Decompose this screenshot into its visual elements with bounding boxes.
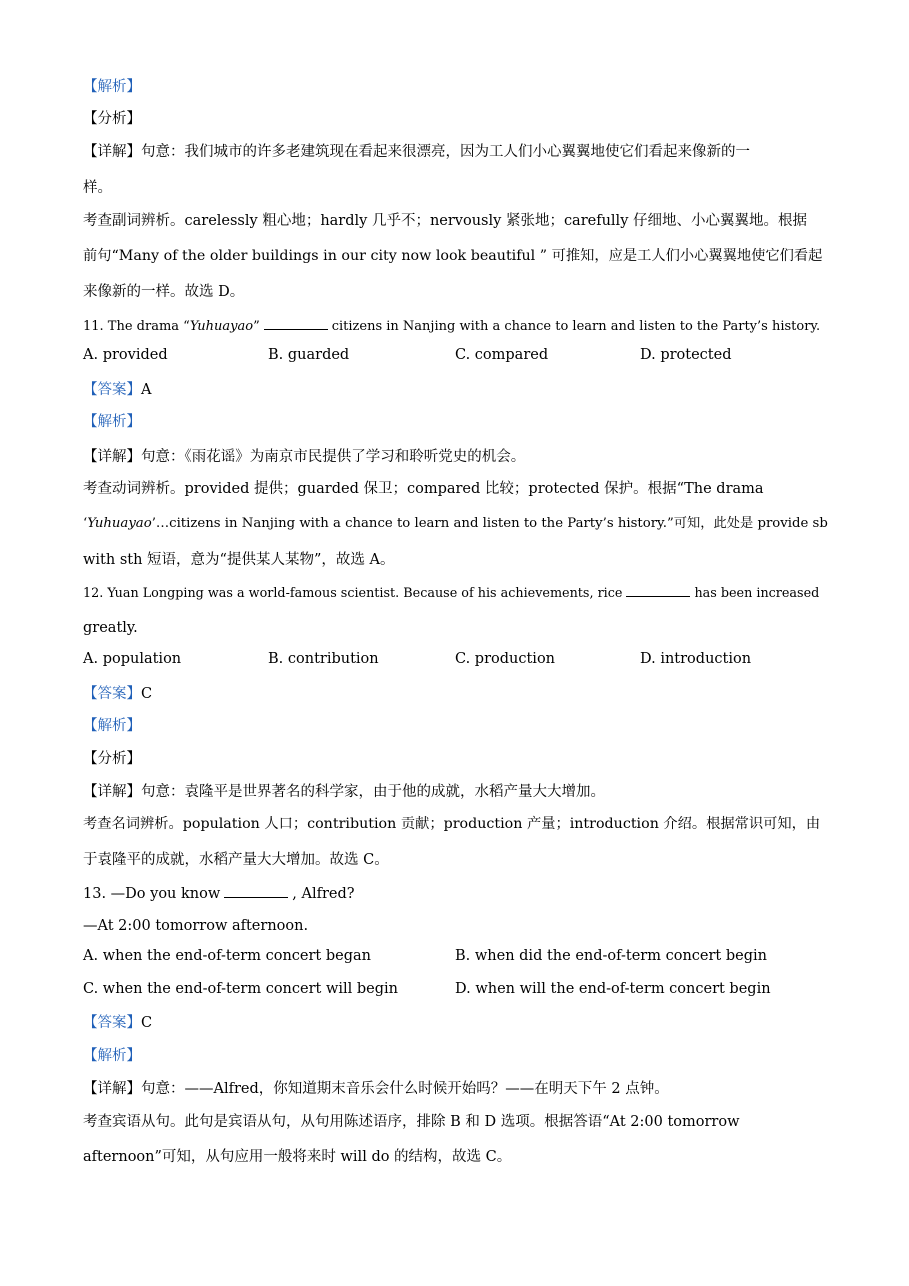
jiexi-label: 【解析】 <box>83 718 141 734</box>
answer-blank <box>626 582 690 597</box>
answer-line <box>83 1013 828 1033</box>
question-13-stem <box>83 883 828 904</box>
question-12-stem <box>83 582 828 604</box>
answer-line <box>83 684 828 704</box>
xiangjie-label: 【详解】 <box>83 144 141 160</box>
option-c: C. production <box>455 651 556 667</box>
analysis-text: 来像新的一样。故选 D。 <box>83 284 245 300</box>
stem-text: has been increased <box>694 586 820 601</box>
option-d: D. protected <box>640 347 732 363</box>
question-11-stem <box>83 315 828 337</box>
stem-text: citizens in Nanjing with a chance to learn and listen to the Party’s history. <box>331 319 821 334</box>
option-a: A. provided <box>83 347 168 363</box>
analysis-text <box>83 514 828 534</box>
option-d: D. when will the end-of-term concert begin <box>455 981 771 997</box>
stem-text: 11. The drama “ <box>83 319 190 334</box>
analysis-text: 前句“Many of the older buildings in our city now look beautiful ” 可推知，应是工人们小心翼翼地使它们看起 <box>83 248 823 264</box>
analysis-text-part: ’…citizens in Nanjing with a chance to learn and listen to the Party’s history.”可知，此处是 provide sb <box>151 516 828 531</box>
jiexi-label: 【解析】 <box>83 79 141 95</box>
answer-value: C <box>141 686 153 702</box>
jiexi-label: 【解析】 <box>83 414 141 430</box>
stem-italic: Yuhuayao <box>189 319 254 334</box>
option-a: A. when the end-of-term concert began <box>83 948 371 964</box>
answer-value: A <box>141 382 152 398</box>
xiangjie-line <box>83 447 828 467</box>
fenxi-label: 【分析】 <box>83 751 141 767</box>
question-12-stem-cont: greatly. <box>83 620 138 636</box>
xiangjie-text-cont: 样。 <box>83 180 112 196</box>
analysis-text: with sth 短语，意为“提供某人某物”，故选 A。 <box>83 552 395 568</box>
stem-text: , Alfred? <box>292 886 355 902</box>
answer-label: 【答案】 <box>83 382 141 398</box>
analysis-text: 考查动词辨析。provided 提供；guarded 保卫；compared 比较；protected 保护。根据“The drama <box>83 481 764 497</box>
xiangjie-line <box>83 142 828 162</box>
stem-text: ” <box>253 319 260 334</box>
xiangjie-line <box>83 1079 828 1099</box>
italic-title: Yuhuayao <box>87 516 152 531</box>
option-b: B. guarded <box>268 347 350 363</box>
jiexi-label: 【解析】 <box>83 1048 141 1064</box>
answer-label: 【答案】 <box>83 686 141 702</box>
option-b: B. contribution <box>268 651 379 667</box>
xiangjie-label: 【详解】 <box>83 784 141 800</box>
answer-label: 【答案】 <box>83 1015 141 1031</box>
analysis-text: 考查副词辨析。carelessly 粗心地；hardly 几乎不；nervously 紧张地；carefully 仔细地、小心翼翼地。根据 <box>83 213 807 229</box>
quote: ‘ <box>83 516 88 531</box>
analysis-text: 于袁隆平的成就，水稻产量大大增加。故选 C。 <box>83 852 389 868</box>
stem-text: 13. —Do you know <box>83 886 221 902</box>
answer-line <box>83 380 828 400</box>
answer-blank <box>224 883 288 898</box>
xiangjie-label: 【详解】 <box>83 449 141 465</box>
answer-blank <box>264 315 328 330</box>
stem-text: 12. Yuan Longping was a world-famous scientist. Because of his achievements, rice <box>83 586 623 601</box>
option-b: B. when did the end-of-term concert begin <box>455 948 767 964</box>
option-a: A. population <box>83 651 182 667</box>
option-c: C. compared <box>455 347 549 363</box>
analysis-text: afternoon”可知，从句应用一般将来时 will do 的结构，故选 C。 <box>83 1149 512 1165</box>
xiangjie-line <box>83 782 828 802</box>
xiangjie-text: 句意：《雨花谣》为南京市民提供了学习和聆听党史的机会。 <box>141 449 526 465</box>
analysis-text: 考查名词辨析。population 人口；contribution 贡献；production 产量；introduction 介绍。根据常识可知，由 <box>83 816 821 832</box>
analysis-text: 考查宾语从句。此句是宾语从句，从句用陈述语序，排除 B 和 D 选项。根据答语“At 2:00 tomorrow <box>83 1114 740 1130</box>
xiangjie-text: 句意：——Alfred，你知道期末音乐会什么时候开始吗？——在明天下午 2 点钟。 <box>141 1081 669 1097</box>
fenxi-label: 【分析】 <box>83 111 141 127</box>
option-c: C. when the end-of-term concert will begin <box>83 981 399 997</box>
xiangjie-label: 【详解】 <box>83 1081 141 1097</box>
xiangjie-text: 句意：袁隆平是世界著名的科学家，由于他的成就，水稻产量大大增加。 <box>141 784 605 800</box>
question-13-reply: —At 2:00 tomorrow afternoon. <box>83 918 309 934</box>
option-d: D. introduction <box>640 651 752 667</box>
answer-value: C <box>141 1015 153 1031</box>
xiangjie-text: 句意：我们城市的许多老建筑现在看起来很漂亮，因为工人们小心翼翼地使它们看起来像新的一 <box>141 144 750 160</box>
